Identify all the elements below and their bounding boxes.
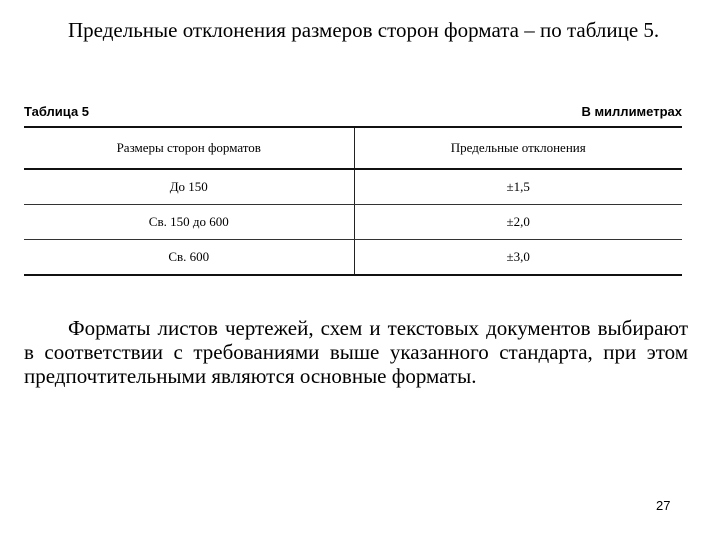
header-tolerances: Предельные отклонения bbox=[354, 127, 682, 169]
row-size: До 150 bbox=[24, 169, 354, 205]
row-size: Св. 150 до 600 bbox=[24, 205, 354, 240]
table-header-row bbox=[24, 127, 682, 169]
table-units: В миллиметрах bbox=[581, 104, 682, 119]
table-caption bbox=[24, 104, 682, 119]
table-row bbox=[24, 205, 682, 240]
header-sizes: Размеры сторон форматов bbox=[24, 127, 354, 169]
body-text: Форматы листов чертежей, схем и текстовых документов выбирают в соответствии с требованиями выше указанного стандарта, при этом предпочтительными являются основные форматы. bbox=[24, 316, 688, 388]
table-title: Таблица 5 bbox=[24, 104, 90, 119]
tolerance-table bbox=[24, 126, 682, 276]
row-tolerance: ±2,0 bbox=[354, 205, 682, 240]
row-tolerance: ±1,5 bbox=[354, 169, 682, 205]
page-number: 27 bbox=[656, 498, 671, 513]
table-row bbox=[24, 240, 682, 276]
table-row bbox=[24, 169, 682, 205]
row-tolerance: ±3,0 bbox=[354, 240, 682, 276]
row-size: Св. 600 bbox=[24, 240, 354, 276]
body-paragraph bbox=[24, 316, 688, 388]
intro-paragraph bbox=[24, 18, 688, 42]
intro-text: Предельные отклонения размеров сторон формата – по таблице 5. bbox=[68, 18, 660, 42]
